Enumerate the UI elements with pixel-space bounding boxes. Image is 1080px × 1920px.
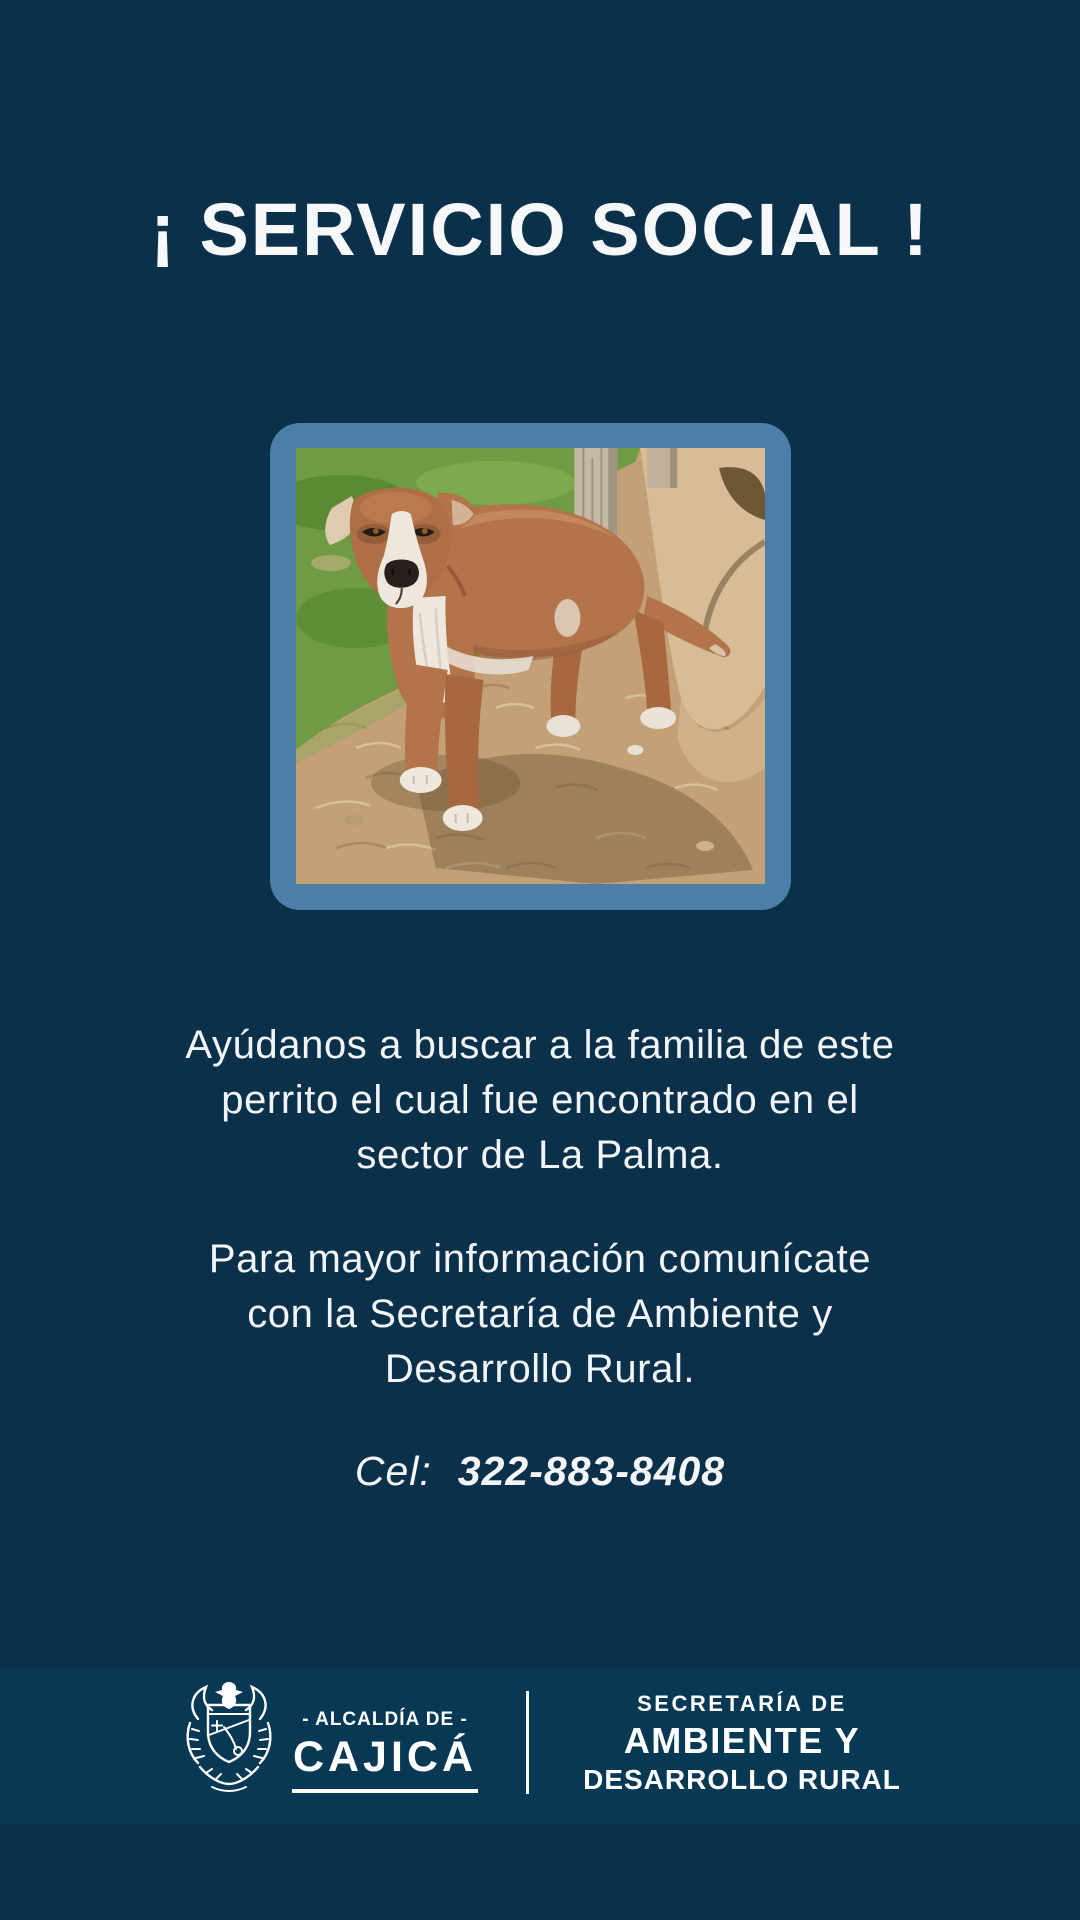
poster-title: ¡ SERVICIO SOCIAL !	[150, 188, 930, 271]
contact-number: 322-883-8408	[457, 1448, 726, 1494]
secretaria-line3: DESARROLLO RURAL	[583, 1764, 901, 1795]
footer	[0, 1667, 1080, 1825]
paragraph-line: sector de La Palma.	[356, 1133, 724, 1177]
contact-phone-line	[0, 1448, 1080, 1495]
paragraph-line: con la Secretaría de Ambiente y	[247, 1292, 833, 1336]
cajica-crest-logo	[176, 1679, 282, 1797]
dog-photo-illustration	[296, 448, 765, 884]
secretaria-line1: SECRETARÍA DE	[637, 1691, 847, 1716]
paragraph-line: Ayúdanos a buscar a la familia de este	[185, 1023, 895, 1067]
alcaldia-logo-text	[292, 1709, 478, 1793]
alcaldia-name: CAJICÁ	[292, 1733, 478, 1781]
photo-frame	[270, 423, 791, 910]
dog-photo	[296, 448, 765, 884]
secretaria-logo-text	[558, 1691, 926, 1796]
footer-divider	[526, 1691, 529, 1794]
paragraph-line: Para mayor información comunícate	[208, 1237, 872, 1281]
paragraph-more-info	[60, 1232, 1020, 1397]
contact-label: Cel:	[354, 1448, 432, 1494]
secretaria-line2: AMBIENTE Y	[623, 1720, 861, 1761]
alcaldia-pre-label: - ALCALDÍA DE -	[302, 1709, 468, 1730]
paragraph-line: perrito el cual fue encontrado en el	[221, 1078, 859, 1122]
paragraph-found-dog	[60, 1018, 1020, 1183]
alcaldia-underline	[292, 1789, 478, 1793]
paragraph-line: Desarrollo Rural.	[384, 1347, 696, 1391]
